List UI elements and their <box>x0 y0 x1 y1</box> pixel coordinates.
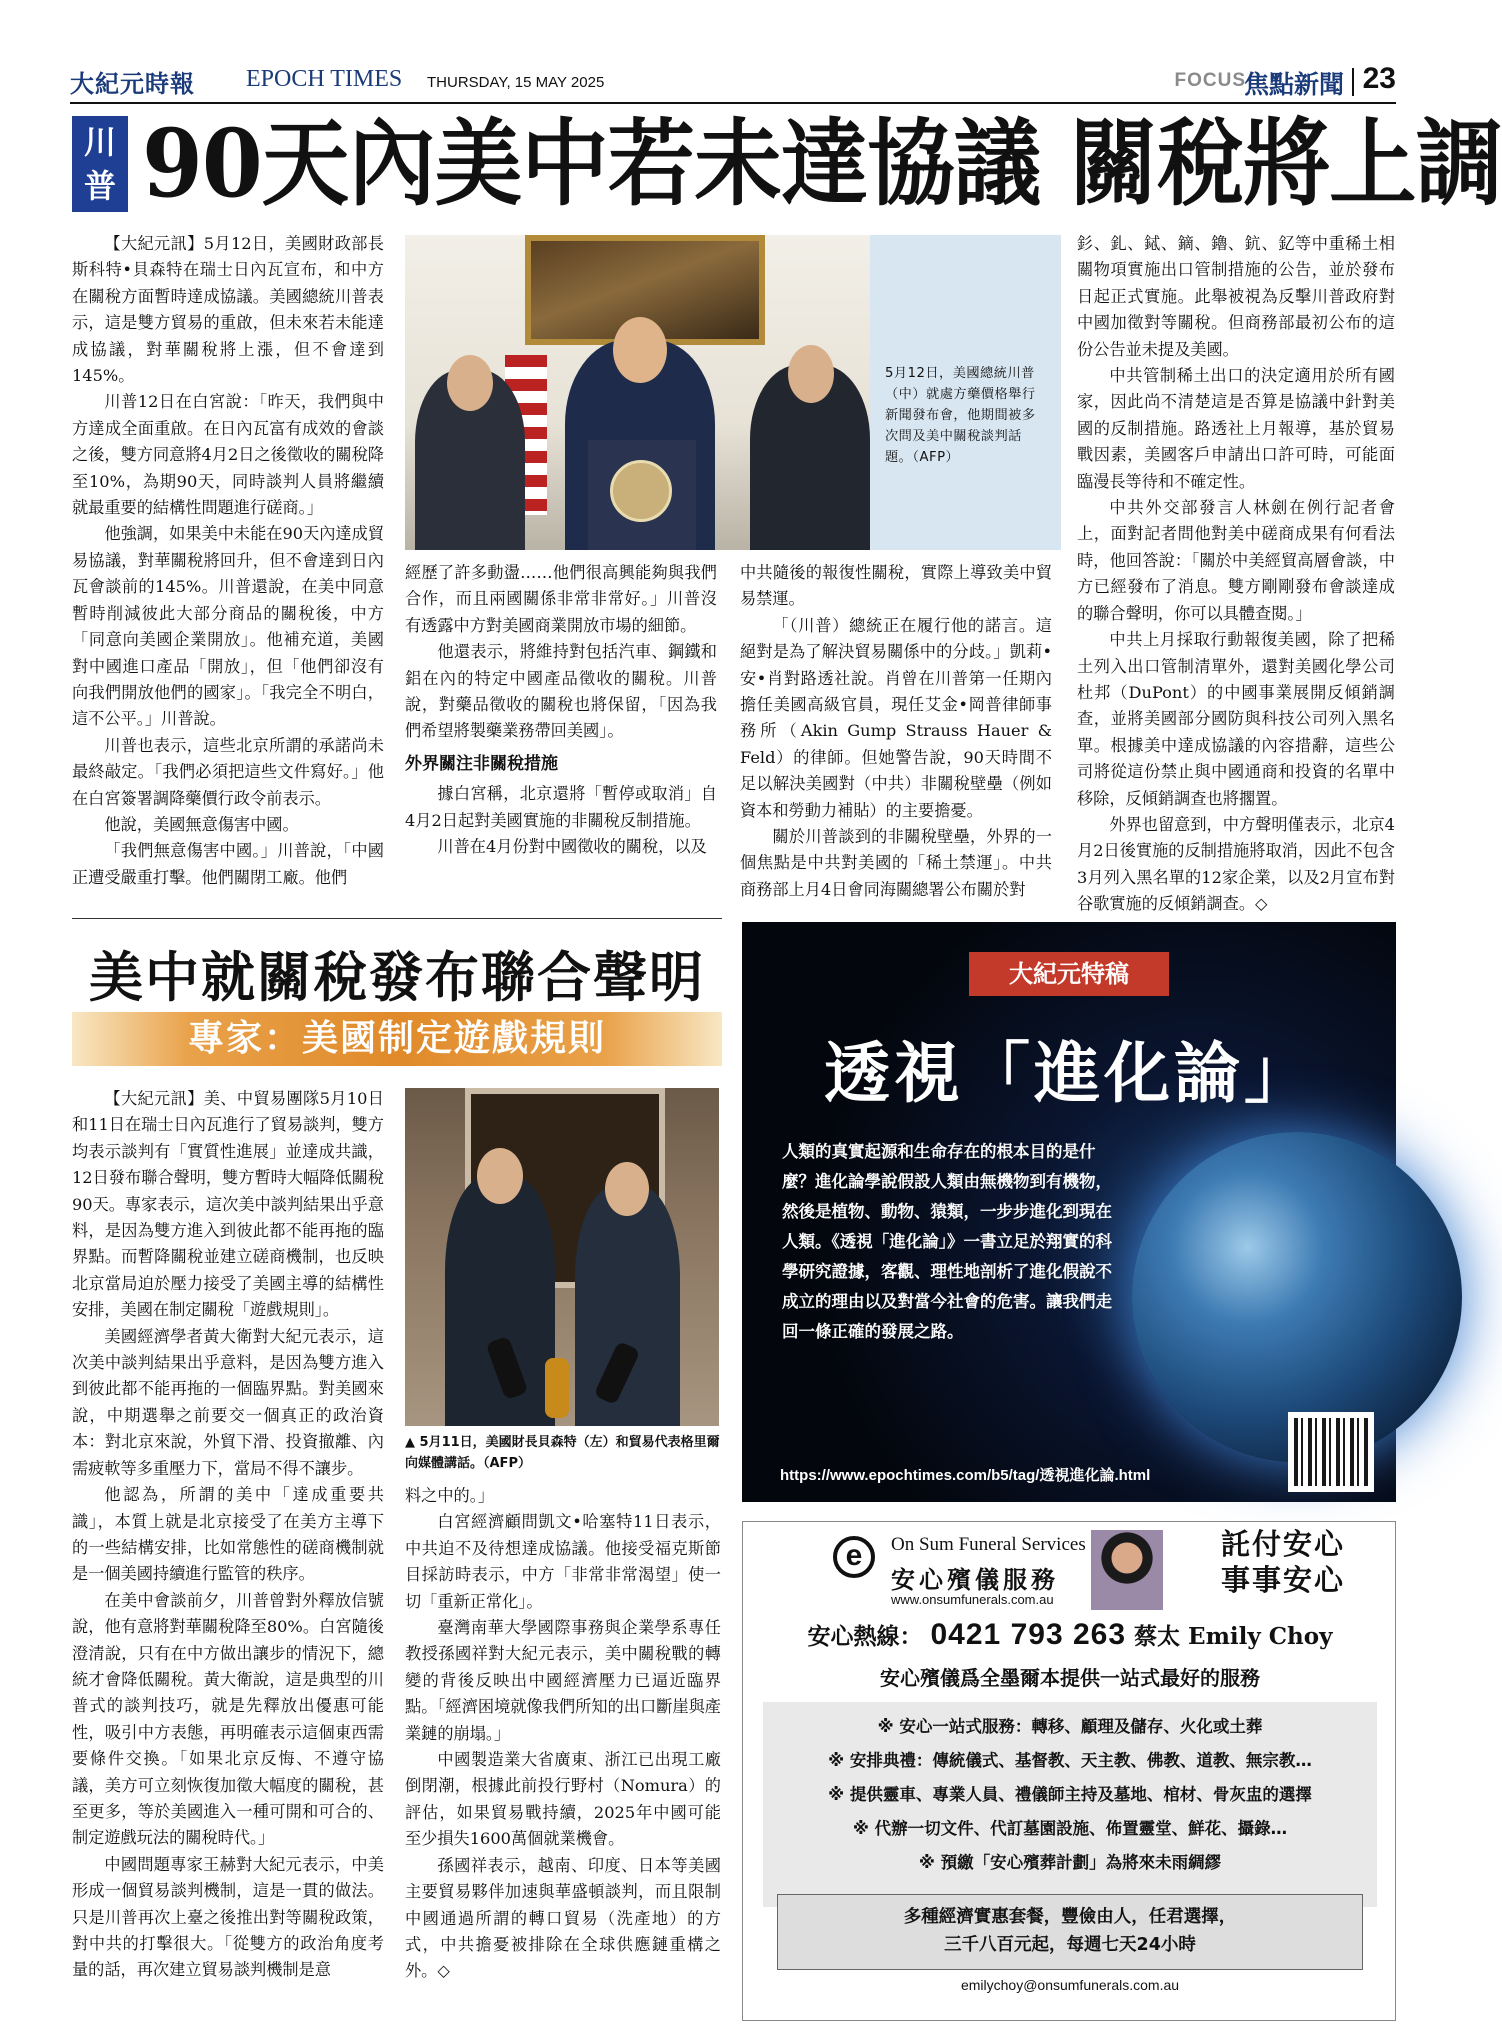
services-list <box>763 1702 1377 1907</box>
funeral-services-advertisement <box>742 1521 1396 2021</box>
article1-column-3 <box>740 560 1052 903</box>
hotline-label: 安心熱線： <box>807 1623 923 1650</box>
paragraph: 中共外交部發言人林劍在例行記者會上，面對記者問他對美中磋商成果有何看法時，他回答說：「關於中美經貿高層會談，中方已經發布了消息。雙方剛剛發布會談達成的聯合聲明，你可以具體查閱。」 <box>1077 498 1395 623</box>
ad-tagline: 安心殯儀爲全墨爾本提供一站式最好的服務 <box>880 1666 1260 1690</box>
ad-slogan <box>1183 1526 1383 1598</box>
ad-body: 人類的真實起源和生命存在的根本目的是什麼？進化論學說假設人類由無機物到有機物，然後是植物、動物、猿類，一步步進化到現在人類。《透視「進化論」》一書立足於翔實的科學研究證據，客觀、理性地剖析了進化假說不成立的理由以及對當今社會的危害。讓我們走回一條正確的發展之路。 <box>782 1142 1112 1341</box>
qr-code-icon[interactable] <box>1288 1412 1374 1492</box>
paragraph: 他還表示，將維持對包括汽車、鋼鐵和鋁在內的特定中國產品徵收的關稅。川普說，對藥品徵收的關稅也將保留，「因為我們希望將製藥業務帶回美國」。 <box>405 642 717 741</box>
article2-photo-caption: ▲ 5月11日，美國財長貝森特（左）和貿易代表格里爾向媒體講話。（AFP） <box>405 1435 720 1471</box>
list-item: ※ 提供靈車、專業人員、禮儀師主持及墓地、棺材、骨灰盅的選擇 <box>828 1785 1312 1804</box>
article1-photo <box>405 235 1061 550</box>
paragraph: 中共上月採取行動報復美國，除了把稀土列入出口管制清單外，還對美國化學公司杜邦（DuPont）的中國事業展開反傾銷調查，並將美國部分國防與科技公司列入黑名單。根據美中達成協議的內容措辭，這些公司將從這份禁止與中國通商和投資的名單中移除，反傾銷調查也將擱置。 <box>1077 630 1395 808</box>
section-subhead: 外界關注非關稅措施 <box>405 753 558 774</box>
ad-url-link[interactable]: https://www.epochtimes.com/b5/tag/透視進化論.html <box>780 1467 1151 1484</box>
paragraph: 外界也留意到，中方聲明僅表示，北京4月2日後實施的反制措施將取消，因此不包含3月列入黑名單的12家企業，以及2月宣布對谷歌實施的反傾銷調查。◇ <box>1077 814 1395 914</box>
article2-subheadline: 專家：美國制定遊戲規則 <box>187 1018 606 1059</box>
person-head <box>788 345 834 403</box>
contact-person: 蔡太 Emily Choy <box>1134 1623 1333 1650</box>
paragraph: 「我們無意傷害中國。」川普說，「中國正遭受嚴重打擊。他們關閉工廠。他們 <box>72 841 384 887</box>
paragraph: 料之中的。」 <box>405 1486 495 1505</box>
article1-column-1 <box>72 231 384 903</box>
paragraph: 在美中會談前夕，川普曾對外釋放信號說，他有意將對華關稅降至80%。白宮隨後澄清說，只有在中方做出讓步的情況下，總統才會降低關稅。黃大衛說，這是典型的川普式的談判技巧，就是先釋放出優惠可能性，吸引中方表態，再明確表示這個東西需要條件交換。「如果北京反悔、不遵守協議，美方可立刻恢復加徵大幅度的關稅，甚至更多，等於美國進入一種可開和可合的、制定遊戲玩法的關稅時代。」 <box>72 1590 384 1848</box>
promo-line: 三千八百元起，每週七天24小時 <box>944 1935 1196 1955</box>
paragraph: 中國製造業大省廣東、浙江已出現工廠倒閉潮，根據此前投行野村（Nomura）的評估，如果貿易戰持續，2025年中國可能至少損失1600萬個就業機會。 <box>405 1750 721 1849</box>
microphone-icon <box>545 1358 569 1418</box>
page-number: 23 <box>1362 62 1396 95</box>
contact-portrait-image <box>1091 1530 1163 1610</box>
promo-line: 多種經濟實惠套餐，豐儉由人，任君選擇， <box>903 1907 1237 1927</box>
ad-title: 透視「進化論」 <box>824 1035 1314 1112</box>
paragraph: 【大紀元訊】美、中貿易團隊5月10日和11日在瑞士日內瓦進行了貿易談判，雙方均表示談判有「實質性進展」並達成共識，12日發布聯合聲明，雙方暫時大幅降低關稅90天。專家表示，這次美中談判結果出乎意料，是因為雙方進入到彼此都不能再拖的臨界點。而暫降關稅並建立磋商機制，也反映北京當局迫於壓力接受了美國主導的結構性安排，美國在制定關稅「遊戲規則」。 <box>72 1089 384 1320</box>
article2-headline: 美中就關稅發布聯合聲明 <box>89 945 705 1009</box>
contact-email-link[interactable]: emilychoy@onsumfunerals.com.au <box>960 1977 1180 1993</box>
article2-photo <box>405 1088 719 1426</box>
list-item: ※ 安排典禮：傳統儀式、基督教、天主教、佛教、道教、無宗教… <box>828 1751 1312 1770</box>
person-head <box>613 317 667 383</box>
paragraph: 中共管制稀土出口的決定適用於所有國家，因此尚不清楚這是否算是協議中針對美國的反制措施。路透社上月報導，基於貿易戰因素，美國客戶申請出口許可時，可能面臨漫長等待和不確定性。 <box>1077 366 1395 491</box>
article1-column-4 <box>1077 231 1395 914</box>
masthead-logo-zh: 大紀元時報 <box>70 69 195 98</box>
press-conference-image <box>405 235 870 550</box>
paragraph: 臺灣南華大學國際事務與企業學系專任教授孫國祥對大紀元表示，美中關稅戰的轉變的背後反映出中國經濟壓力已逼近臨界點。「經濟困境就像我們所知的出口斷崖與產業鏈的崩塌。」 <box>405 1618 721 1743</box>
article1-headline: 90天內美中若未達協議 關稅將上調 <box>142 109 1502 219</box>
masthead <box>70 62 1396 104</box>
presidential-seal-icon <box>610 460 672 522</box>
list-item: ※ 代辦一切文件、代訂墓園設施、佈置靈堂、鮮花、攝錄… <box>852 1819 1288 1838</box>
paragraph: 經歷了許多動盪……他們很高興能夠與我們合作，而且兩國關係非常非常好。」川普沒有透露中方對美國商業開放市場的細節。 <box>405 563 717 635</box>
paragraph: 關於川普談到的非關稅壁壘，外界的一個焦點是中共對美國的「稀土禁運」。中共商務部上月4日會同海關總署公布關於對 <box>740 827 1052 899</box>
paragraph: 他認為，所謂的美中「達成重要共識」，本質上就是北京接受了在美方主導下的一些結構安排，比如常態性的磋商機制就是一個美國持續進行監管的秩序。 <box>72 1485 384 1584</box>
promo-box <box>777 1894 1363 1970</box>
paragraph: 白宮經濟顧問凱文•哈塞特11日表示，中共迫不及待想達成協議。他接受福克斯節目採訪時表示，中方「非常非常渴望」使一切「重新正常化」。 <box>405 1512 721 1611</box>
paragraph: 「（川普）總統正在履行他的諾言。這絕對是為了解決貿易關係中的分歧。」凱莉•安•肖對路透社說。肖曾在川普第一任期內擔任美國高級官員，現任艾金•岡普律師事務所（Akin Gump Strauss Hauer & Feld）的律師。但她警告說，90天時間不足以解決美國對（中共）非關稅壁壘（例如資本和勞動力補貼）的主要擔憂。 <box>740 615 1052 820</box>
company-logo-icon: e <box>833 1536 875 1578</box>
company-website-link[interactable]: www.onsumfunerals.com.au <box>891 1592 1054 1607</box>
list-item: ※ 預繳「安心殯葬計劃」為將來未雨綢繆 <box>918 1853 1222 1872</box>
ad-tag: 大紀元特稿 <box>969 952 1169 996</box>
book-advertisement[interactable] <box>742 922 1396 1502</box>
section-label-zh: 焦點新聞 <box>1243 70 1344 99</box>
masthead-divider <box>1352 68 1354 96</box>
person-figure <box>575 1186 680 1426</box>
masthead-logo-en: EPOCH TIMES <box>246 66 403 92</box>
paragraph: 川普12日在白宮說：「昨天，我們與中方達成全面重啟。在日內瓦富有成效的會談之後，雙方同意將4月2日之後徵收的關稅降至10%，為期90天，同時談判人員將繼續就最重要的結構性問題進行磋商。」 <box>72 392 384 518</box>
company-name-en: On Sum Funeral Services <box>891 1534 1086 1555</box>
paragraph: 美國經濟學者黃大衛對大紀元表示，這次美中談判結果出乎意料，是因為雙方進入到彼此都不能再拖的一個臨界點。對美國來說，中期選舉之前要交一個真正的政治資本：對北京來說，外貿下滑、投資撤離、內需疲軟等多重壓力下，當局不得不讓步。 <box>72 1326 384 1478</box>
hotline <box>743 1618 1397 1652</box>
paragraph: 他說，美國無意傷害中國。 <box>104 814 299 834</box>
paragraph: 中國問題專家王赫對大紀元表示，中美形成一個貿易談判機制，這是一貫的做法。只是川普再次上臺之後推出對等關稅政策，對中共的打擊很大。「從雙方的政治角度考量的話，再次建立貿易談判機制是意 <box>72 1854 384 1980</box>
paragraph: 釤、釓、鋱、鏑、鑥、鈧、釔等中重稀土相關物項實施出口管制措施的公告，並於發布日起正式實施。此舉被視為反擊川普政府對中國加徵對等關稅。但商務部最初公布的這份公告並未提及美國。 <box>1077 234 1395 359</box>
paragraph: 中共隨後的報復性關稅，實際上導致美中貿易禁運。 <box>740 563 1052 609</box>
paragraph: 川普在4月份對中國徵收的關稅，以及 <box>437 837 707 857</box>
section-divider <box>72 918 722 919</box>
slogan-line: 事事安心 <box>1220 1563 1345 1597</box>
article1-tag: 川普 <box>72 116 128 212</box>
paragraph: 川普也表示，這些北京所謂的承諾尚未最終敲定。「我們必須把這些文件寫好。」他在白宮簽署調降藥價行政令前表示。 <box>72 735 384 808</box>
list-item: ※ 安心一站式服務：轉移、顧理及儲存、火化或土葬 <box>877 1717 1263 1736</box>
hotline-number[interactable]: 0421 793 263 <box>930 1618 1127 1651</box>
paragraph: 【大紀元訊】5月12日，美國財政部長斯科特•貝森特在瑞士日內瓦宣布，和中方在關稅方面暫時達成協議。美國總統川普表示，這是雙方貿易的重啟，但未來若未能達成協議，對華關稅將上漲，但不會達到145%。 <box>72 234 384 386</box>
article2-column-1 <box>72 1086 384 2021</box>
paragraph: 孫國祥表示，越南、印度、日本等美國主要貿易夥伴加速與華盛頓談判，而且限制中國通過所謂的轉口貿易（洗產地）的方式，中共擔憂被排除在全球供應鏈重構之外。◇ <box>405 1855 721 1981</box>
section-label-en: FOCUS <box>1174 70 1246 91</box>
issue-date: THURSDAY, 15 MAY 2025 <box>427 74 605 91</box>
paragraph: 據白宮稱，北京還將「暫停或取消」自4月2日起對美國實施的非關稅反制措施。 <box>405 784 717 830</box>
article1-column-2 <box>405 560 717 903</box>
company-name-zh: 安心殯儀服務 <box>891 1565 1059 1594</box>
person-figure <box>445 1176 555 1426</box>
person-head <box>477 1148 523 1204</box>
article2-column-2 <box>405 1483 721 2021</box>
article1-photo-caption: 5月12日，美國總統川普（中）就處方藥價格舉行新聞發布會，他期間被多次問及美中關稅談判話題。（AFP） <box>885 366 1036 465</box>
slogan-line: 託付安心 <box>1220 1527 1345 1561</box>
person-head <box>447 355 493 411</box>
person-head <box>605 1162 649 1216</box>
paragraph: 他強調，如果美中未能在90天內達成貿易協議，對華關稅將回升，但不會達到日內瓦會談前的145%。川普還說，在美中同意暫時削減彼此大部分商品的關稅後，中方「同意向美國企業開放」。他補充道，美國對中國進口產品「開放」，但「他們卻沒有向我們開放他們的國家」。「我完全不明白，這不公平。」川普說。 <box>72 524 384 729</box>
